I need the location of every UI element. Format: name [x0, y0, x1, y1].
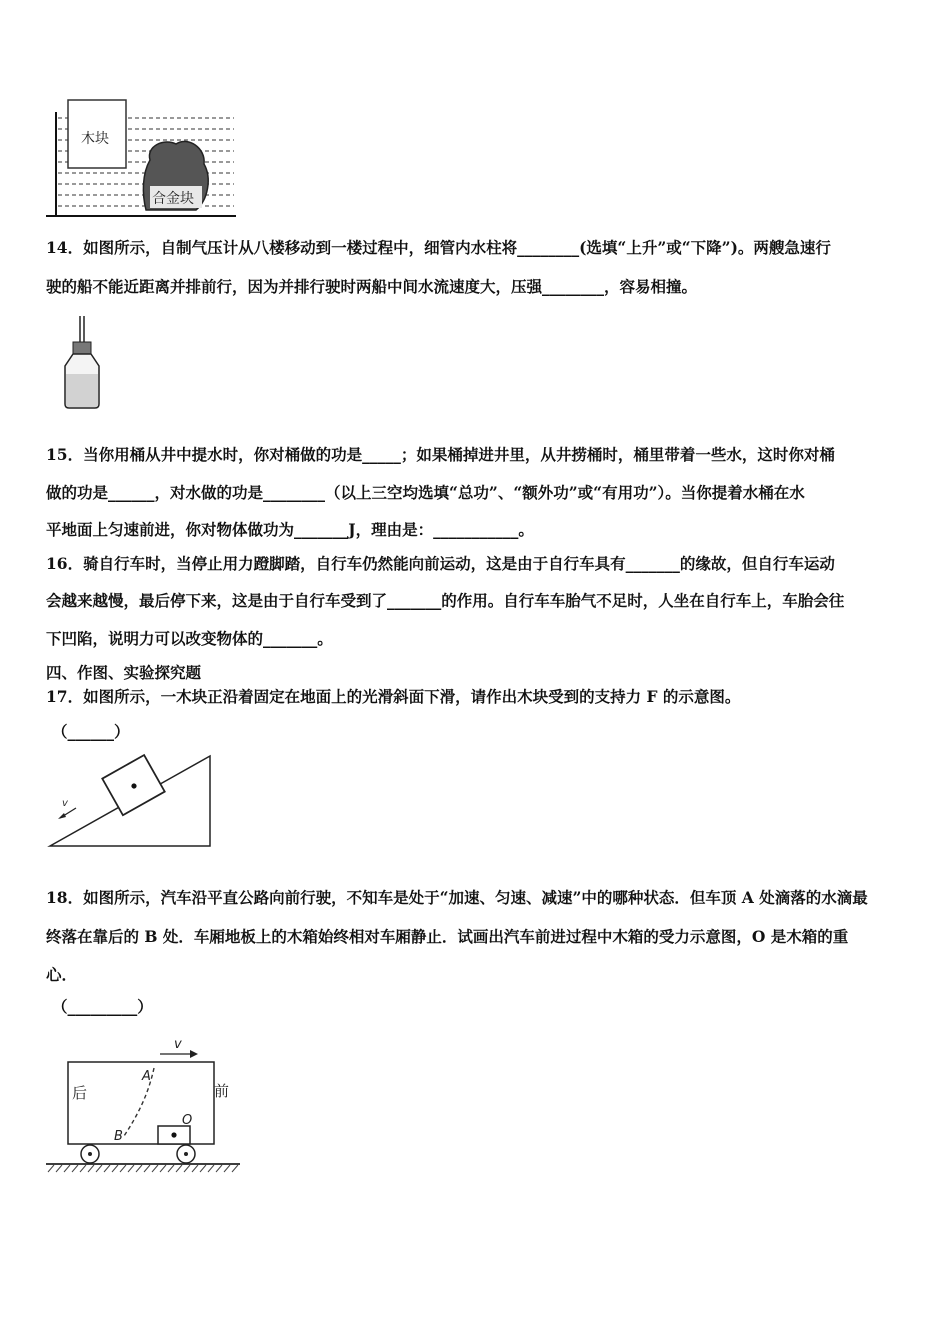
- label-o: O: [182, 1113, 193, 1128]
- bottle-water: [66, 374, 98, 407]
- label-v: v: [174, 1037, 182, 1052]
- q18-line-3: 心．: [46, 965, 78, 984]
- figure-wood-alloy-water: [46, 98, 238, 220]
- q16-line-3: 下凹陷，说明力可以改变物体的_______。: [46, 629, 333, 648]
- alloy-block-label: 合金块: [152, 191, 194, 207]
- label-front: 前: [214, 1082, 230, 1100]
- q17-answer-blank: （______）: [52, 722, 130, 741]
- label-back: 后: [72, 1084, 88, 1102]
- label-b: B: [114, 1129, 123, 1144]
- q14-line-2: 驶的船不能近距离并排前行，因为并排行驶时两船中间水流速度大，压强________，容易相撞。: [46, 277, 698, 296]
- q17-line-1: 17．如图所示，一木块正沿着固定在地面上的光滑斜面下滑，请作出木块受到的支持力 F 的示意图。: [46, 687, 741, 706]
- wooden-block: [102, 755, 164, 815]
- road-hatch: [48, 1165, 238, 1172]
- figure-barometer-bottle: [60, 312, 110, 412]
- wood-block-label: 木块: [81, 131, 109, 147]
- box-center-of-gravity: [171, 1132, 176, 1137]
- q16-line-2: 会越来越慢，最后停下来，这是由于自行车受到了_______的作用。自行车车胎气不足时，人坐在自行车上，车胎会往: [46, 591, 845, 610]
- q18-line-1: 18．如图所示，汽车沿平直公路向前行驶，不知车是处于“加速、匀速、减速”中的哪种状态．但车顶 A 处滴落的水滴最: [46, 888, 868, 907]
- figure-incline-block: [48, 752, 218, 852]
- section-heading: 四、作图、实验探究题: [46, 663, 202, 682]
- figure-car-water-drop: [44, 1036, 244, 1176]
- q18-answer-blank: （_________）: [52, 997, 153, 1016]
- car-body: [68, 1062, 214, 1144]
- q15-line-2: 做的功是______，对水做的功是________（以上三空均选填“总功”、“额外功”或“有用功”）。当你提着水桶在水: [46, 483, 805, 502]
- bottle-cap: [73, 342, 91, 354]
- velocity-label: v: [62, 798, 68, 809]
- label-a: A: [142, 1069, 151, 1084]
- q16-line-1: 16．骑自行车时，当停止用力蹬脚踏，自行车仍然能向前运动，这是由于自行车具有_______的缘故，但自行车运动: [46, 554, 835, 573]
- q15-line-3: 平地面上匀速前进，你对物体做功为_______J，理由是：___________。: [46, 520, 534, 539]
- q18-line-2: 终落在靠后的 B 处．车厢地板上的木箱始终相对车厢静止．试画出汽车前进过程中木箱的受力示意图，O 是木箱的重: [46, 927, 849, 946]
- q15-line-1: 15．当你用桶从井中提水时，你对桶做的功是_____；如果桶掉进井里，从井捞桶时，桶里带着一些水，这时你对桶: [46, 445, 835, 464]
- q14-line-1: 14．如图所示，自制气压计从八楼移动到一楼过程中，细管内水柱将________(选填“上升”或“下降”)。两艘急速行: [46, 238, 831, 257]
